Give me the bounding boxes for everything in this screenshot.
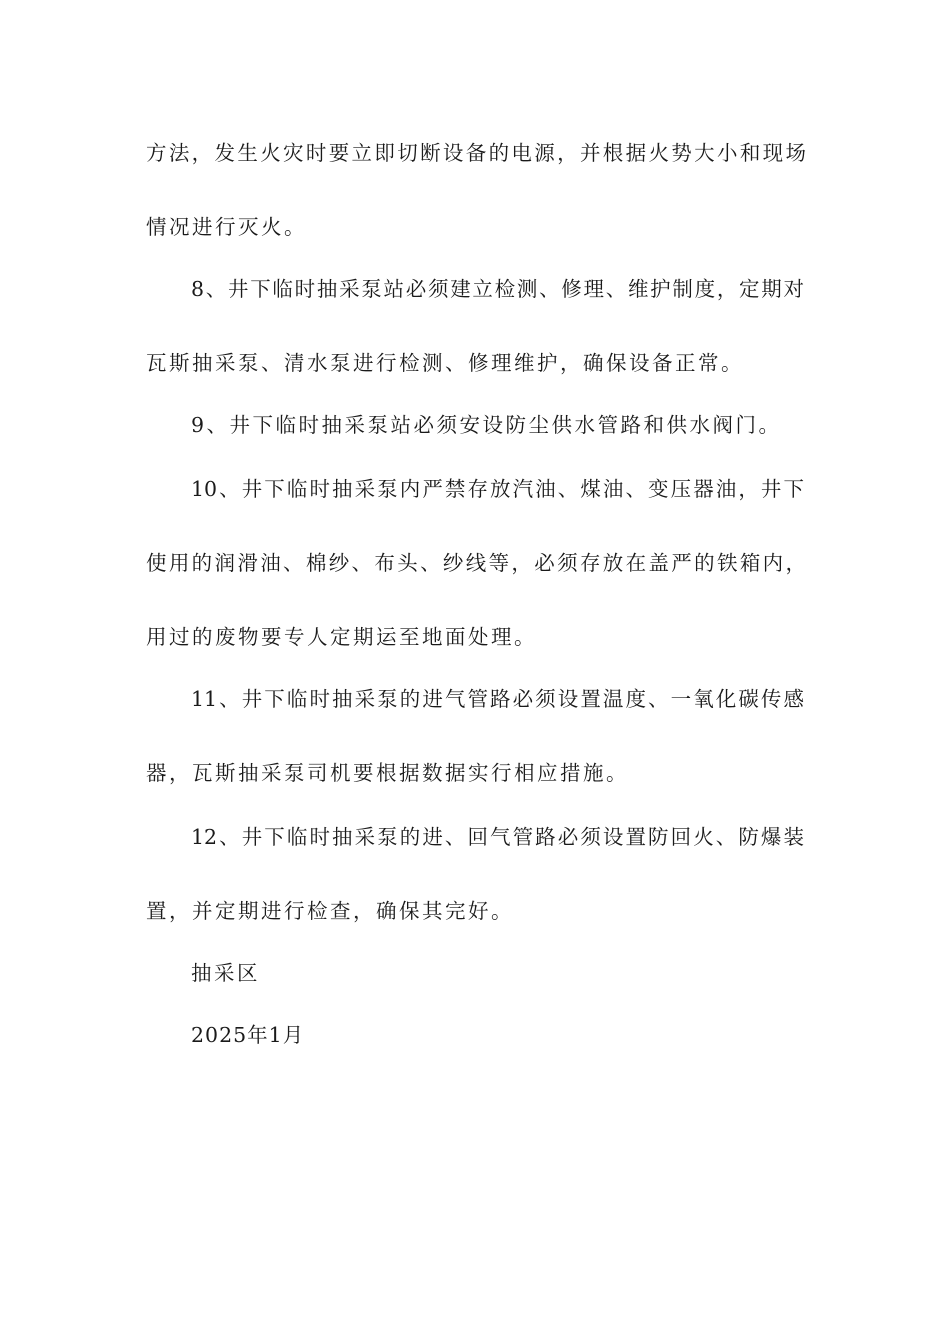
- item-12-line-2: 置，并定期进行检查，确保其完好。: [146, 899, 514, 923]
- paragraph-line-1: 方法，发生火灾时要立即切断设备的电源，并根据火势大小和现场: [146, 141, 806, 165]
- item-10-line-2: 使用的润滑油、棉纱、布头、纱线等，必须存放在盖严的铁箱内，: [146, 551, 806, 575]
- item-10-line-1: 10、井下临时抽采泵内严禁存放汽油、煤油、变压器油，井下: [191, 477, 804, 501]
- item-9-line-1: 9、井下临时抽采泵站必须安设防尘供水管路和供水阀门。: [191, 413, 782, 437]
- item-8-line-1: 8、井下临时抽采泵站必须建立检测、修理、维护制度，定期对: [191, 277, 804, 301]
- item-8-line-2: 瓦斯抽采泵、清水泵进行检测、修理维护，确保设备正常。: [146, 351, 744, 375]
- signature-date: 2025年1月: [191, 1023, 305, 1047]
- item-10-line-3: 用过的废物要专人定期运至地面处理。: [146, 625, 537, 649]
- item-11-line-1: 11、井下临时抽采泵的进气管路必须设置温度、一氧化碳传感: [191, 687, 804, 711]
- item-12-line-1: 12、井下临时抽采泵的进、回气管路必须设置防回火、防爆装: [191, 825, 804, 849]
- item-11-line-2: 器，瓦斯抽采泵司机要根据数据实行相应措施。: [146, 761, 629, 785]
- paragraph-line-2: 情况进行灭火。: [146, 215, 307, 239]
- signature-department: 抽采区: [191, 961, 260, 985]
